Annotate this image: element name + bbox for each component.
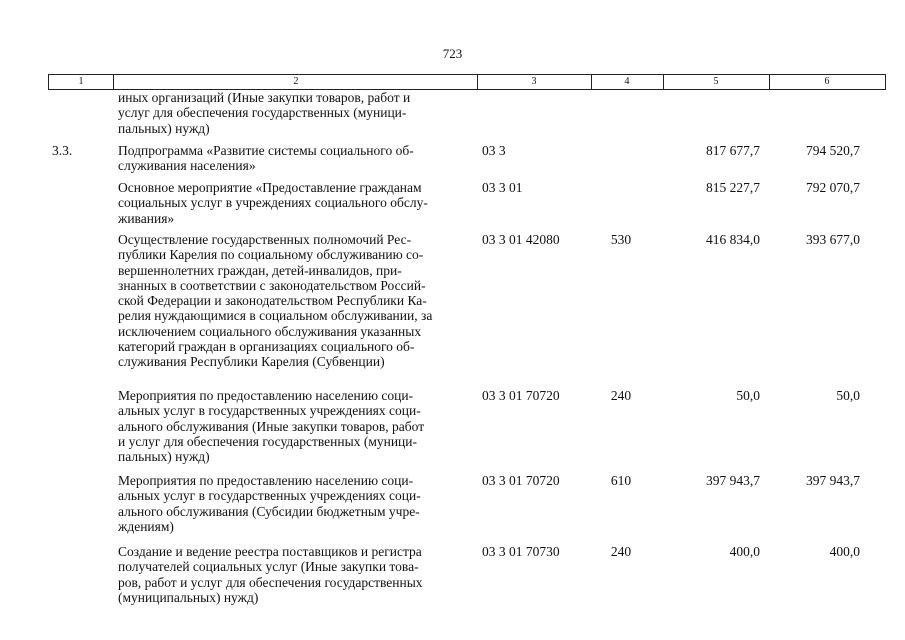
header-divider bbox=[113, 75, 114, 89]
description-line: публики Карелия по социальному обслуживанию со- bbox=[118, 247, 424, 263]
row-code: 03 3 bbox=[482, 143, 506, 158]
row-amount-col6: 397 943,7 bbox=[806, 473, 860, 488]
description-line: релия нуждающимися в социальном обслуживании, за bbox=[118, 308, 433, 324]
row-amount-col5: 815 227,7 bbox=[706, 180, 760, 195]
description-line: Основное мероприятие «Предоставление гражданам bbox=[118, 180, 422, 195]
description-line: альных услуг в государственных учреждениях соци- bbox=[118, 403, 421, 419]
description-line: ждениям) bbox=[118, 518, 174, 534]
header-col-1: 1 bbox=[78, 76, 84, 87]
row-expense-type: 240 bbox=[610, 544, 632, 559]
row-description bbox=[118, 180, 463, 226]
description-line: служивания населения» bbox=[118, 158, 256, 174]
description-line: ров, работ и услуг для обеспечения государственных bbox=[118, 574, 423, 590]
header-col-6: 6 bbox=[824, 76, 830, 87]
description-line: исключением социального обслуживания указанных bbox=[118, 323, 422, 339]
description-line: Осуществление государственных полномочий Рес- bbox=[118, 232, 412, 247]
description-line: (муниципальных) нужд) bbox=[118, 589, 259, 605]
header-col-4: 4 bbox=[624, 76, 630, 87]
row-amount-col6: 794 520,7 bbox=[806, 143, 860, 158]
header-col-5: 5 bbox=[713, 76, 719, 87]
description-line: социальных услуг в учреждениях социального обслу- bbox=[118, 195, 428, 211]
description-line: ального обслуживания (Иные закупки товаров, работ bbox=[118, 418, 425, 434]
description-line: служивания Республики Карелия (Субвенции) bbox=[118, 354, 385, 370]
description-line: ской Федерации и законодательством Республики Ка- bbox=[118, 293, 427, 309]
row-description bbox=[118, 90, 463, 136]
row-description bbox=[118, 143, 463, 174]
description-line: пальных) нужд) bbox=[118, 449, 210, 465]
description-line: ального обслуживания (Субсидии бюджетным учре- bbox=[118, 503, 420, 519]
row-description bbox=[118, 544, 463, 605]
description-line: категорий граждан в организациях социального об- bbox=[118, 339, 415, 355]
header-col-3: 3 bbox=[531, 76, 537, 87]
header-col-2: 2 bbox=[293, 76, 299, 87]
description-line: пальных) нужд) bbox=[118, 120, 210, 136]
description-line: альных услуг в государственных учреждениях соци- bbox=[118, 488, 421, 504]
description-line: иных организаций (Иные закупки товаров, работ и bbox=[118, 90, 411, 105]
row-amount-col6: 50,0 bbox=[836, 388, 860, 403]
table-header bbox=[48, 74, 886, 90]
row-amount-col5: 397 943,7 bbox=[706, 473, 760, 488]
row-amount-col6: 400,0 bbox=[829, 544, 860, 559]
description-line: Создание и ведение реестра поставщиков и регистра bbox=[118, 544, 422, 559]
row-amount-col6: 393 677,0 bbox=[806, 232, 860, 247]
row-description bbox=[118, 473, 463, 534]
row-amount-col5: 400,0 bbox=[729, 544, 760, 559]
description-line: Мероприятия по предоставлению населению соци- bbox=[118, 388, 414, 403]
row-code: 03 3 01 bbox=[482, 180, 523, 195]
description-line: услуг для обеспечения государственных (муници- bbox=[118, 105, 407, 121]
row-number: 3.3. bbox=[52, 143, 73, 158]
page-number: 723 bbox=[442, 46, 463, 61]
row-description bbox=[118, 232, 463, 370]
row-code: 03 3 01 70720 bbox=[482, 473, 560, 488]
row-expense-type: 530 bbox=[610, 232, 632, 247]
row-code: 03 3 01 42080 bbox=[482, 232, 560, 247]
description-line: Подпрограмма «Развитие системы социального об- bbox=[118, 143, 414, 158]
row-code: 03 3 01 70720 bbox=[482, 388, 560, 403]
description-line: знанных в соответствии с законодательством Россий- bbox=[118, 277, 426, 293]
row-code: 03 3 01 70730 bbox=[482, 544, 560, 559]
row-amount-col6: 792 070,7 bbox=[806, 180, 860, 195]
description-line: получателей социальных услуг (Иные закупки това- bbox=[118, 559, 419, 575]
row-description bbox=[118, 388, 463, 464]
description-line: живания» bbox=[118, 210, 175, 226]
row-amount-col5: 817 677,7 bbox=[706, 143, 760, 158]
description-line: и услуг для обеспечения государственных (муници- bbox=[118, 433, 418, 449]
description-line: Мероприятия по предоставлению населению соци- bbox=[118, 473, 414, 488]
row-expense-type: 240 bbox=[610, 388, 632, 403]
row-amount-col5: 50,0 bbox=[736, 388, 760, 403]
row-amount-col5: 416 834,0 bbox=[706, 232, 760, 247]
description-line: вершеннолетних граждан, детей-инвалидов, при- bbox=[118, 262, 402, 278]
row-expense-type: 610 bbox=[610, 473, 632, 488]
